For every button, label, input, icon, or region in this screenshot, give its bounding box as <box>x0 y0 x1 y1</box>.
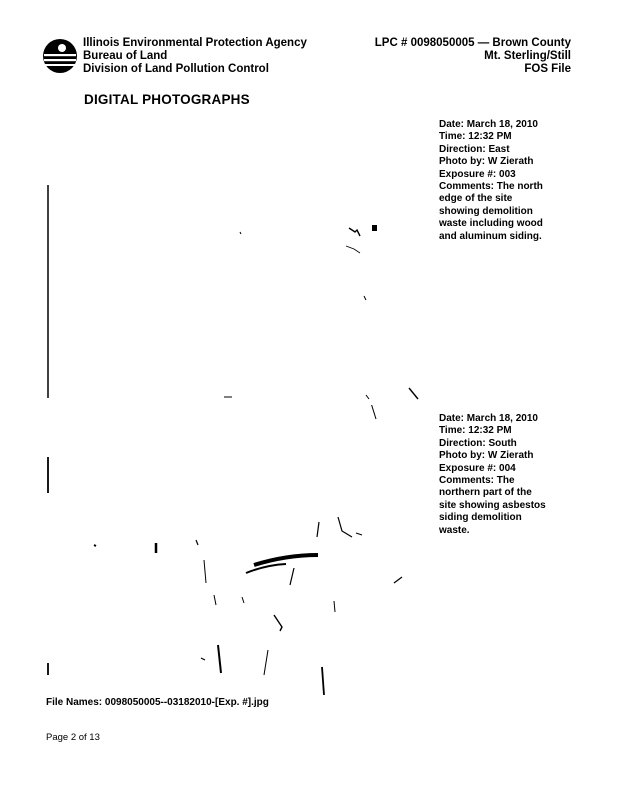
photo-exposure-003 <box>46 110 426 400</box>
caption-comments-line: waste. <box>439 524 470 536</box>
caption-comments-line: northern part of the <box>439 487 532 499</box>
caption-comments: Comments: The north <box>439 181 543 193</box>
file-names: File Names: 0098050005--03182010-[Exp. #].jpg <box>46 697 269 708</box>
agency-name: Illinois Environmental Protection Agency <box>83 37 307 49</box>
caption-comments-line: and aluminum siding. <box>439 230 542 242</box>
page-title: DIGITAL PHOTOGRAPHS <box>84 92 250 107</box>
caption-photographer: Photo by: W Zierath <box>439 156 534 168</box>
caption-comments-line: edge of the site <box>439 193 513 205</box>
site-header <box>375 37 571 76</box>
file-type: FOS File <box>524 63 571 75</box>
caption-exposure: Exposure #: 004 <box>439 462 516 474</box>
illinois-epa-logo-icon <box>42 38 78 74</box>
caption-comments-line: site showing asbestos <box>439 499 546 511</box>
agency-header <box>83 37 307 76</box>
caption-time: Time: 12:32 PM <box>439 131 512 143</box>
site-name: Mt. Sterling/Still <box>484 50 571 62</box>
caption-exposure: Exposure #: 003 <box>439 168 516 180</box>
caption-comments-line: waste including wood <box>439 218 543 230</box>
caption-photographer: Photo by: W Zierath <box>439 450 534 462</box>
photo-exposure-004 <box>46 405 426 695</box>
bureau-name: Bureau of Land <box>83 50 168 62</box>
caption-date: Date: March 18, 2010 <box>439 119 538 130</box>
caption-comments: Comments: The <box>439 475 515 487</box>
caption-date: Date: March 18, 2010 <box>439 413 538 424</box>
photo-caption-004 <box>439 413 564 537</box>
lpc-number: LPC # 0098050005 — Brown County <box>374 37 571 49</box>
photo-caption-003 <box>439 119 564 243</box>
page-number: Page 2 of 13 <box>46 732 100 743</box>
caption-time: Time: 12:32 PM <box>439 425 512 437</box>
caption-direction: Direction: East <box>439 143 510 155</box>
division-name: Division of Land Pollution Control <box>83 63 269 75</box>
caption-comments-line: siding demolition <box>439 512 522 524</box>
caption-direction: Direction: South <box>439 437 517 449</box>
caption-comments-line: showing demolition <box>439 205 533 217</box>
